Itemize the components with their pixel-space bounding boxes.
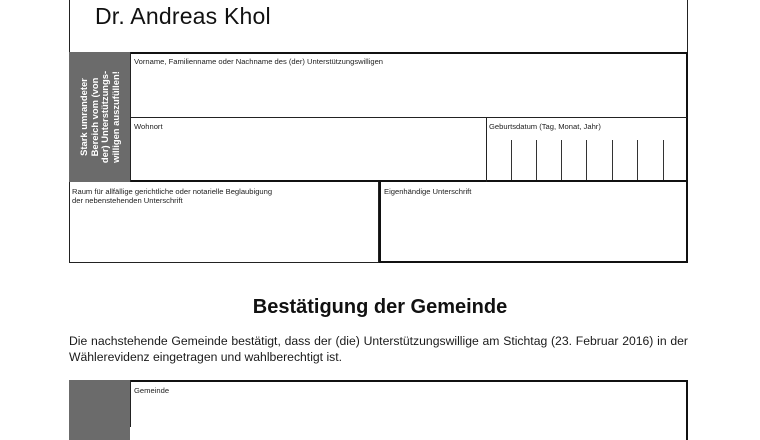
- confirmation-text: Die nachstehende Gemeinde bestätigt, dass der (die) Unterstützungswillige am Stichtag (23. Februar 2016) in der Wählerevidenz eingetragen und wahlberechtigt ist.: [69, 334, 688, 364]
- municipality-label: Gemeinde: [134, 386, 170, 395]
- candidate-name: Dr. Andreas Khol: [95, 3, 271, 29]
- birthdate-digit-tick: [612, 140, 613, 180]
- birthdate-digit-tick: [586, 140, 587, 180]
- birthdate-label: Geburtsdatum (Tag, Monat, Jahr): [489, 122, 601, 131]
- supporter-name-label: Vorname, Familienname oder Nachname des (der) Unterstützungswilligen: [134, 57, 384, 66]
- supporter-instruction-text: Stark umrandeter Bereich vom (von der) Unterstützungs- willigen auszufüllen!: [77, 70, 121, 164]
- birthdate-digit-tick: [536, 140, 537, 180]
- confirmation-heading: Bestätigung der Gemeinde: [252, 296, 508, 318]
- birthdate-digit-tick: [561, 140, 562, 180]
- signature-label: Eigenhändige Unterschrift: [384, 187, 472, 196]
- supporter-name-field[interactable]: [131, 55, 686, 117]
- supporter-instruction-sidebar: [69, 52, 130, 182]
- municipality-sidebar: [69, 380, 130, 440]
- residence-field[interactable]: [131, 118, 485, 180]
- birthdate-digit-tick: [637, 140, 638, 180]
- birthdate-digit-tick: [511, 140, 512, 180]
- notarization-label: Raum für allfällige gerichtliche oder notarielle Beglaubigung der nebenstehenden Unterschrift: [72, 187, 273, 205]
- birthdate-digit-tick: [663, 140, 664, 180]
- municipality-field[interactable]: [131, 383, 686, 427]
- residence-label: Wohnort: [134, 122, 163, 131]
